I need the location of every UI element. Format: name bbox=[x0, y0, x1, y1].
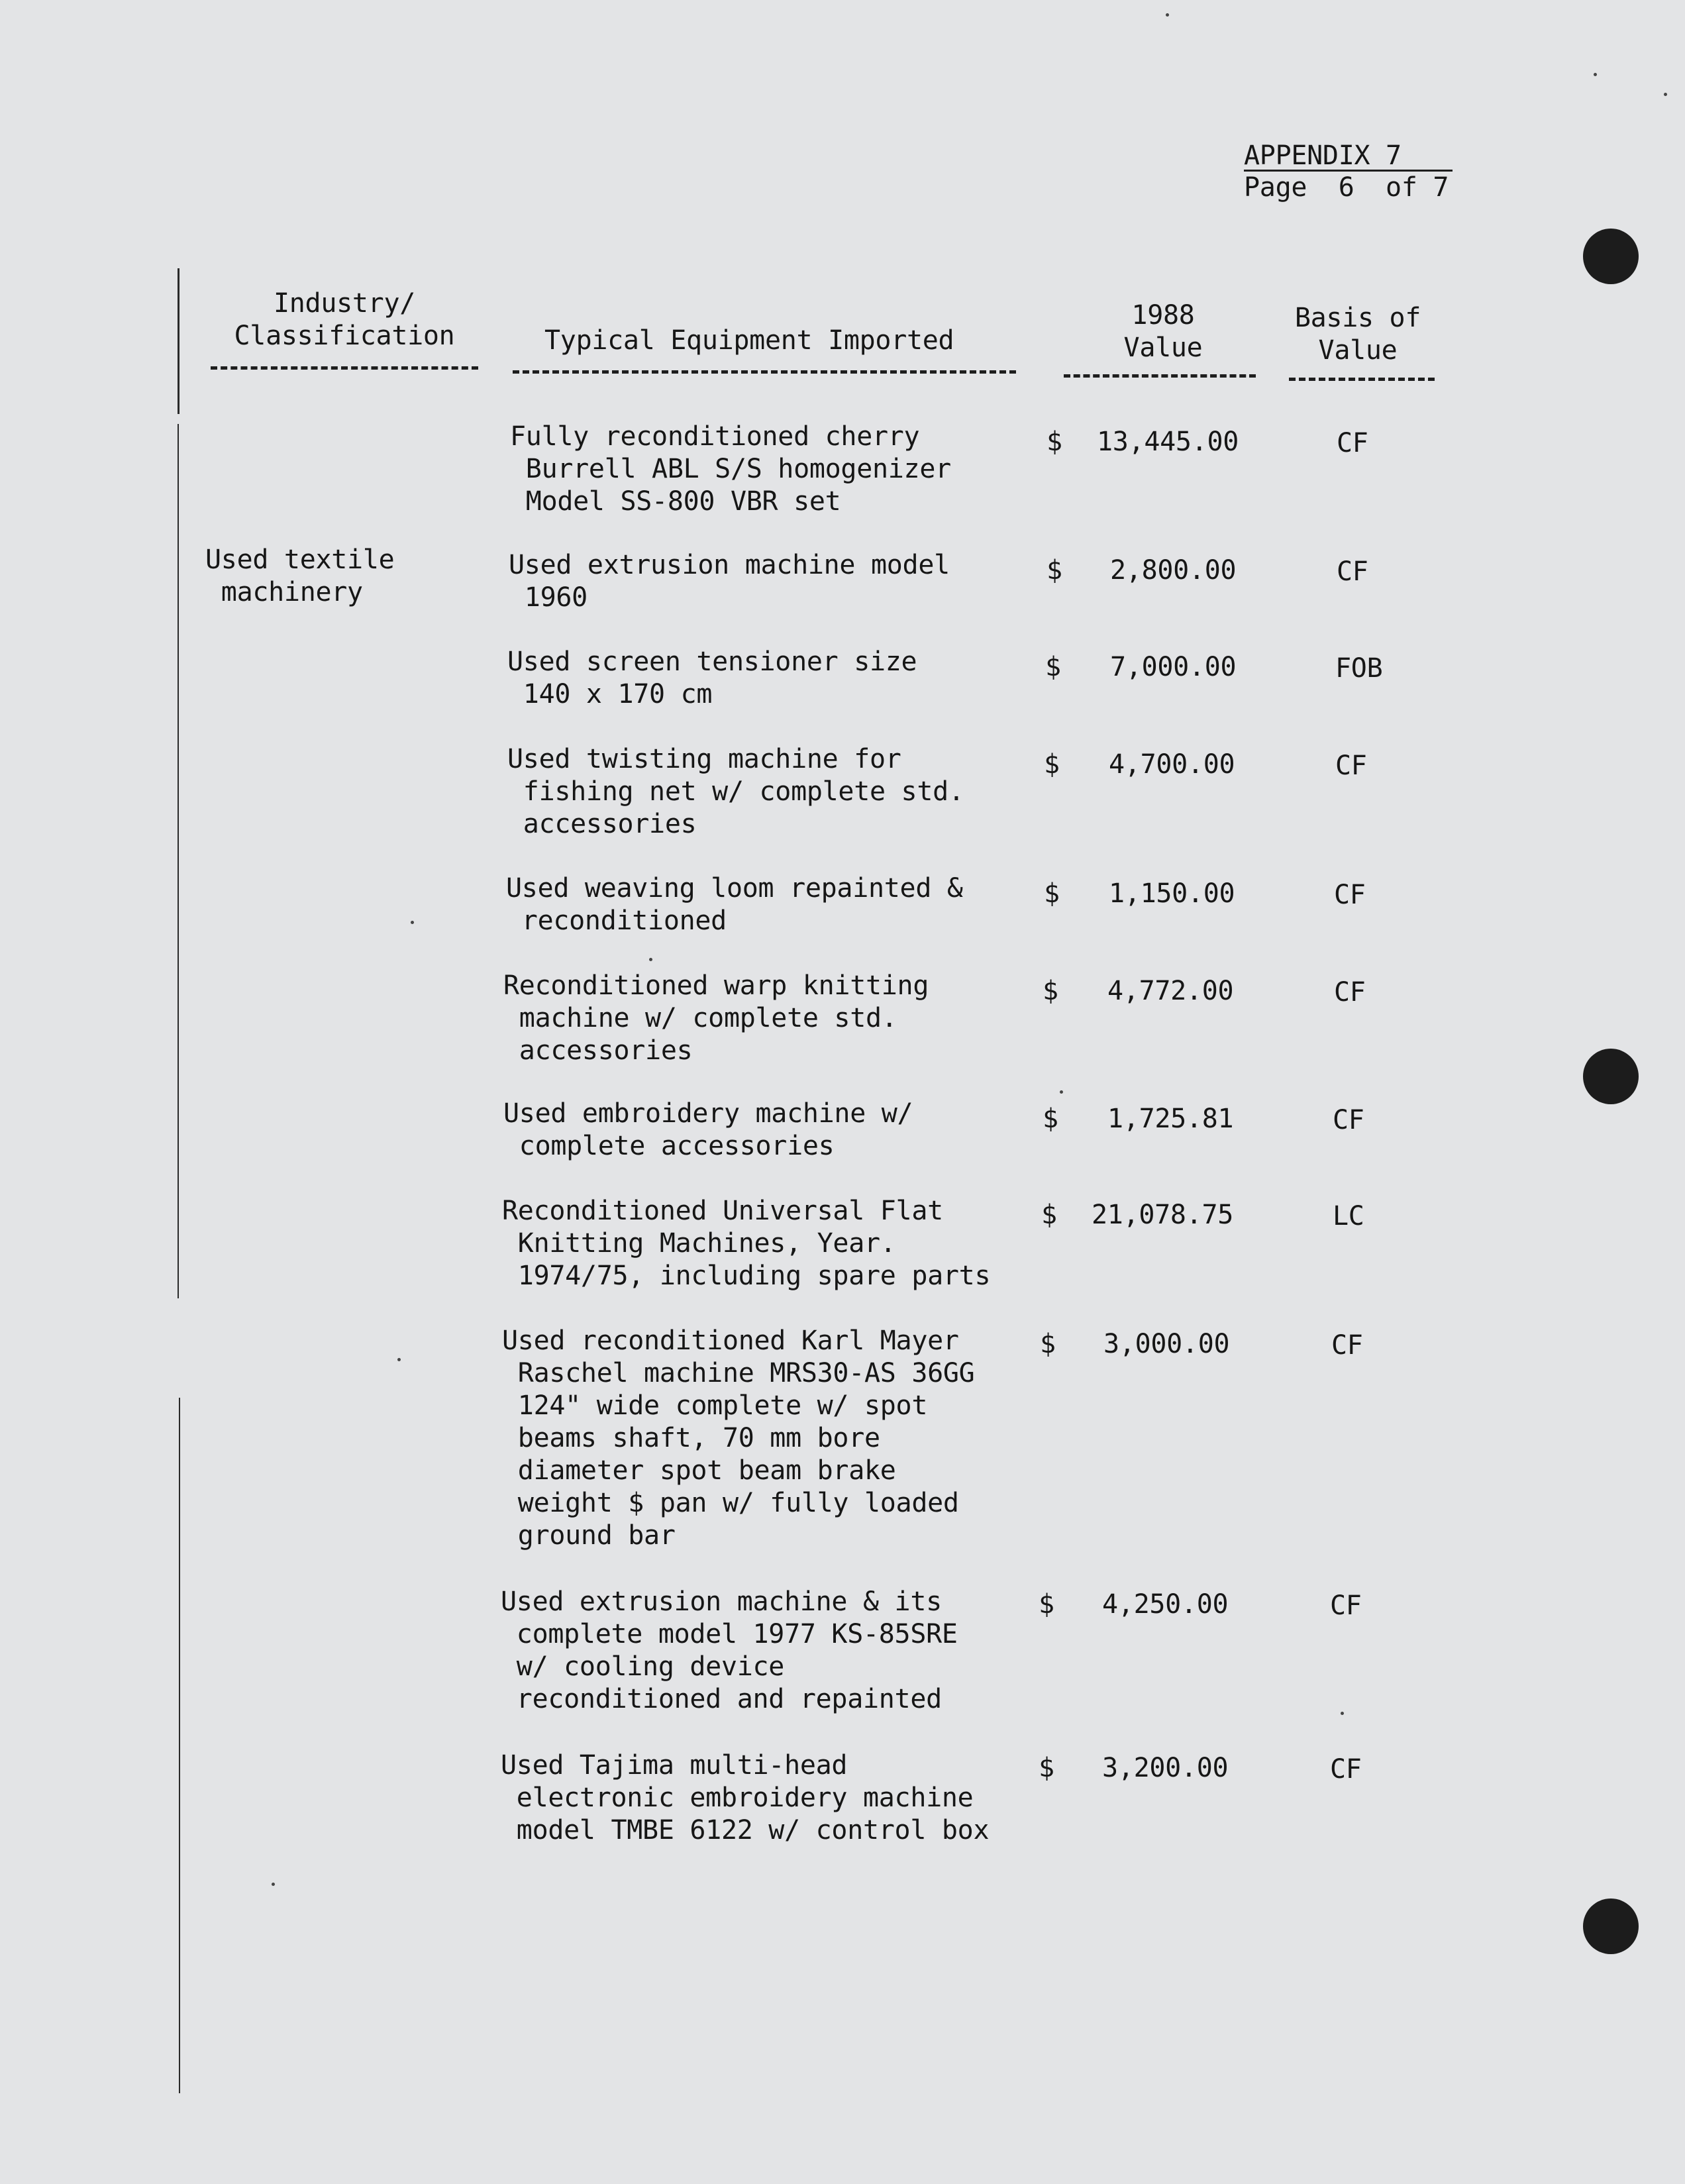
currency-symbol: $ bbox=[1040, 1329, 1056, 1359]
value-cell: 4,250.00 bbox=[1102, 1589, 1229, 1620]
scan-speck bbox=[397, 1358, 401, 1361]
basis-cell: CF bbox=[1337, 428, 1368, 458]
basis-cell: CF bbox=[1330, 1754, 1362, 1785]
binder-hole-bottom bbox=[1583, 1898, 1639, 1954]
currency-symbol: $ bbox=[1047, 555, 1062, 586]
value-cell: 4,772.00 bbox=[1107, 976, 1234, 1006]
currency-symbol: $ bbox=[1045, 652, 1061, 682]
basis-cell: CF bbox=[1337, 556, 1368, 587]
currency-symbol: $ bbox=[1039, 1589, 1054, 1620]
equipment-cell: Used extrusion machine & its complete model 1977 KS-85SRE w/ cooling device reconditioned and repainted bbox=[501, 1586, 958, 1714]
column-header-value: 1988 Value bbox=[1123, 300, 1203, 363]
value-cell: 3,000.00 bbox=[1103, 1329, 1230, 1359]
value-cell: 1,150.00 bbox=[1109, 878, 1235, 909]
value-cell: 7,000.00 bbox=[1110, 652, 1237, 682]
currency-symbol: $ bbox=[1041, 1200, 1057, 1230]
currency-symbol: $ bbox=[1043, 976, 1058, 1006]
basis-cell: CF bbox=[1330, 1590, 1362, 1621]
value-cell: 21,078.75 bbox=[1092, 1200, 1234, 1230]
value-cell: 4,700.00 bbox=[1109, 749, 1235, 780]
equipment-cell: Used embroidery machine w/ complete accessories bbox=[503, 1098, 913, 1161]
column-header-basis: Basis of Value bbox=[1294, 303, 1421, 366]
basis-cell: CF bbox=[1335, 751, 1367, 781]
page-indicator: Page 6 of 7 bbox=[1244, 172, 1449, 203]
margin-line bbox=[178, 268, 179, 414]
scan-speck bbox=[1060, 1090, 1063, 1094]
binder-hole-middle bbox=[1583, 1049, 1639, 1104]
equipment-cell: Used reconditioned Karl Mayer Raschel machine MRS30-AS 36GG 124" wide complete w/ spot beams shaft, 70 mm bore diameter spot beam brake weight $ pan w/ fully loaded ground bar bbox=[502, 1326, 975, 1551]
equipment-cell: Used extrusion machine model 1960 bbox=[509, 550, 950, 613]
column-rule-value bbox=[1064, 374, 1256, 378]
basis-cell: CF bbox=[1334, 977, 1366, 1008]
column-rule-industry bbox=[211, 366, 478, 370]
scan-speck bbox=[1166, 13, 1169, 17]
currency-symbol: $ bbox=[1044, 878, 1060, 909]
binder-hole-top bbox=[1583, 229, 1639, 284]
basis-cell: CF bbox=[1331, 1330, 1363, 1361]
basis-cell: CF bbox=[1334, 880, 1366, 910]
currency-symbol: $ bbox=[1039, 1753, 1054, 1783]
equipment-cell: Used weaving loom repainted & reconditioned bbox=[506, 873, 963, 936]
currency-symbol: $ bbox=[1043, 1104, 1058, 1134]
equipment-cell: Reconditioned warp knitting machine w/ complete std. accessories bbox=[503, 970, 929, 1066]
appendix-label: APPENDIX 7 bbox=[1244, 140, 1402, 171]
currency-symbol: $ bbox=[1047, 427, 1062, 457]
equipment-cell: Used twisting machine for fishing net w/ complete std. accessories bbox=[507, 744, 964, 839]
scan-speck bbox=[649, 958, 652, 961]
equipment-cell: Used screen tensioner size 140 x 170 cm bbox=[507, 647, 917, 709]
value-cell: 1,725.81 bbox=[1107, 1104, 1234, 1134]
basis-cell: CF bbox=[1333, 1105, 1364, 1135]
scan-speck bbox=[1594, 73, 1597, 76]
margin-line bbox=[178, 424, 179, 1298]
column-header-industry: Industry/ Classification bbox=[234, 288, 455, 351]
column-rule-equipment bbox=[513, 370, 1016, 374]
value-cell: 2,800.00 bbox=[1110, 555, 1237, 586]
basis-cell: LC bbox=[1333, 1201, 1364, 1231]
scan-speck bbox=[411, 921, 414, 924]
value-cell: 13,445.00 bbox=[1097, 427, 1239, 457]
currency-symbol: $ bbox=[1044, 749, 1060, 780]
scan-speck bbox=[272, 1883, 275, 1886]
column-rule-basis bbox=[1289, 378, 1435, 381]
scan-speck bbox=[1664, 93, 1667, 96]
margin-line bbox=[179, 1398, 180, 2093]
equipment-cell: Reconditioned Universal Flat Knitting Machines, Year. 1974/75, including spare parts bbox=[502, 1196, 991, 1291]
value-cell: 3,200.00 bbox=[1102, 1753, 1229, 1783]
basis-cell: FOB bbox=[1335, 653, 1383, 684]
equipment-cell: Used Tajima multi-head electronic embroidery machine model TMBE 6122 w/ control box bbox=[501, 1750, 990, 1846]
industry-label: Used textile machinery bbox=[205, 545, 395, 607]
equipment-cell: Fully reconditioned cherry Burrell ABL S/S homogenizer Model SS-800 VBR set bbox=[510, 421, 951, 517]
scan-speck bbox=[1341, 1712, 1344, 1715]
column-header-equipment: Typical Equipment Imported bbox=[544, 325, 954, 356]
